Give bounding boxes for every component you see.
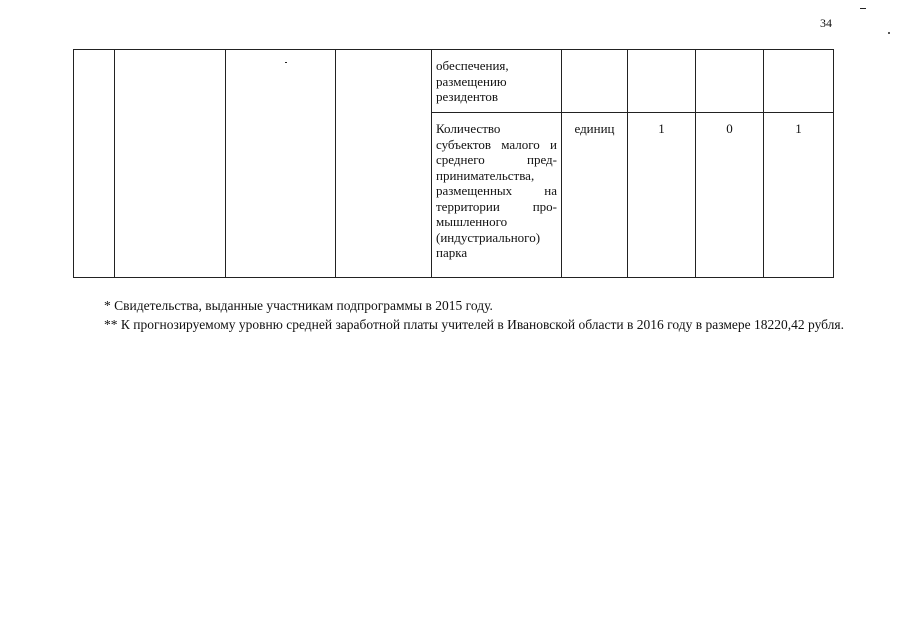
unit-cell — [562, 113, 628, 278]
value-cell — [764, 113, 834, 278]
value-cell — [628, 113, 696, 278]
indicator-text: обеспечения, размещению резидентов — [436, 58, 509, 104]
value-text: 1 — [795, 121, 802, 136]
table-cell-empty — [74, 50, 115, 278]
value-cell — [696, 50, 764, 113]
unit-text — [562, 50, 627, 58]
table-cell-empty — [336, 50, 432, 278]
footnote-2: ** К прогнозируемому уровню средней заработной платы учителей в Ивановской области в 2016 году в размере 18220,42 рубля. — [104, 317, 844, 332]
footnotes — [104, 296, 844, 334]
value-cell — [628, 50, 696, 113]
indicator-table — [73, 49, 834, 278]
indicator-cell — [432, 50, 562, 113]
indicator-text: Количество субъектов малого и среднего предпринимательства, размещенных на территории промышленного (индустриального) парка — [436, 121, 557, 260]
value-cell — [764, 50, 834, 113]
value-cell — [696, 113, 764, 278]
indicator-cell — [432, 113, 562, 278]
table-cell-empty — [226, 50, 336, 278]
table-cell-empty — [115, 50, 226, 278]
unit-cell — [562, 50, 628, 113]
scan-mark — [860, 8, 866, 9]
value-text — [628, 50, 695, 58]
table-row — [74, 50, 834, 113]
unit-text: единиц — [574, 121, 615, 136]
scan-mark — [888, 32, 890, 34]
value-text: 1 — [658, 121, 665, 136]
value-text — [696, 50, 763, 58]
value-text: 0 — [726, 121, 733, 136]
value-text — [764, 50, 833, 58]
page-number: 34 — [820, 16, 832, 30]
footnote-1: * Свидетельства, выданные участникам подпрограммы в 2015 году. — [104, 298, 493, 313]
